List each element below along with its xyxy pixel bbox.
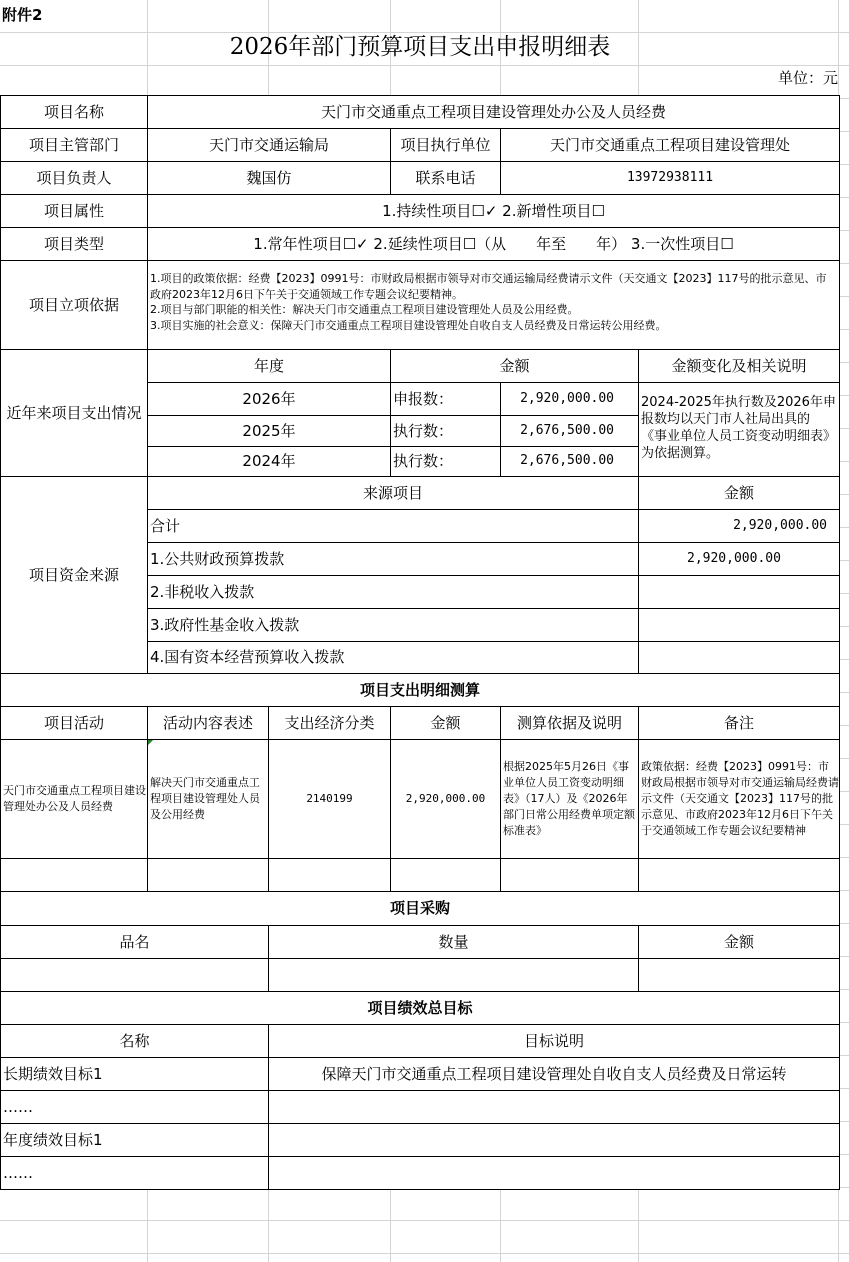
funding-amount-header: 金额 [638,476,840,510]
attribute-label: 项目属性 [0,194,148,228]
performance-desc[interactable] [268,1156,840,1190]
detail-header-amount: 金额 [390,706,501,740]
detail-empty-cell[interactable] [268,858,391,892]
funding-source: 1.公共财政预算拨款 [147,542,639,576]
leader-value[interactable]: 魏国仿 [147,161,391,195]
detail-empty-cell[interactable] [390,858,501,892]
project-name-value[interactable]: 天门市交通重点工程项目建设管理处办公及人员经费 [147,95,840,129]
exec-unit-label: 项目执行单位 [390,128,501,162]
detail-header-basis: 测算依据及说明 [500,706,639,740]
detail-remark[interactable]: 政策依据：经费【2023】0991号：市财政局根据市领导对市交通运输局经费请示文件（天交通文【2023】117号的批示意见、市政府2023年12月6日下午关于交通领域工作专题会议纪要精神 [638,739,840,859]
attachment-label: 附件2 [2,6,43,24]
detail-header-remark: 备注 [638,706,840,740]
recent-year: 2025年 [147,415,391,447]
funding-source: 合计 [147,509,639,543]
basis-line: 1.项目的政策依据：经费【2023】0991号：市财政局根据市领导对市交通运输局经费请示文件（天交通文【2023】117号的批示意见、市政府2023年12月6日下午关于交通领域工作专题会议纪要精神。 [150,272,827,301]
procurement-section-title: 项目采购 [0,891,840,926]
procurement-empty-cell[interactable] [638,958,840,992]
recent-amount-header: 金额 [390,349,639,383]
funding-source-header: 来源项目 [147,476,639,510]
attribute-value[interactable]: 1.持续性项目☐✓ 2.新增性项目☐ [147,194,840,228]
detail-amount[interactable]: 2,920,000.00 [390,739,501,859]
procurement-header-qty: 数量 [268,925,639,959]
detail-content[interactable]: 解决天门市交通重点工程项目建设管理处人员及公用经费 [147,739,269,859]
detail-empty-cell[interactable] [0,858,148,892]
performance-name: …… [0,1090,269,1124]
procurement-empty-cell[interactable] [268,958,639,992]
detail-basis[interactable]: 根据2025年5月26日《事业单位人员工资变动明细表》（17人）及《2026年部门日常公用经费单项定额标准表》 [500,739,639,859]
basis-line: 2.项目与部门职能的相关性：解决天门市交通重点工程项目建设管理处人员及公用经费。 [150,303,579,316]
recent-kind: 执行数： [390,415,501,447]
performance-header-name: 名称 [0,1024,269,1058]
funding-amount[interactable]: 2,920,000.00 [638,542,840,576]
project-name-label: 项目名称 [0,95,148,129]
recent-amount[interactable]: 2,676,500.00 [500,415,639,447]
performance-desc[interactable] [268,1090,840,1124]
funding-amount[interactable]: 2,920,000.00 [638,509,840,543]
performance-desc[interactable]: 保障天门市交通重点工程项目建设管理处自收自支人员经费及日常运转 [268,1057,840,1091]
detail-header-activity: 项目活动 [0,706,148,740]
detail-section-title: 项目支出明细测算 [0,673,840,707]
detail-econ[interactable]: 2140199 [268,739,391,859]
leader-label: 项目负责人 [0,161,148,195]
funding-source: 2.非税收入拨款 [147,575,639,609]
cell-comment-marker [148,740,153,745]
funding-source: 4.国有资本经营预算收入拨款 [147,641,639,674]
phone-label: 联系电话 [390,161,501,195]
detail-header-content: 活动内容表述 [147,706,269,740]
recent-year: 2026年 [147,382,391,416]
detail-header-econ: 支出经济分类 [268,706,391,740]
department-label: 项目主管部门 [0,128,148,162]
funding-source: 3.政府性基金收入拨款 [147,608,639,642]
basis-label: 项目立项依据 [0,260,148,350]
basis-line: 3.项目实施的社会意义：保障天门市交通重点工程项目建设管理处自收自支人员经费及日常运转公用经费。 [150,318,667,332]
recent-note-header: 金额变化及相关说明 [638,349,840,383]
detail-activity[interactable]: 天门市交通重点工程项目建设管理处办公及人员经费 [0,739,148,859]
type-value[interactable]: 1.常年性项目☐✓ 2.延续性项目☐（从 年至 年） 3.一次性项目☐ [147,227,840,261]
basis-value[interactable] [147,260,840,350]
funding-amount[interactable] [638,608,840,642]
performance-desc[interactable] [268,1123,840,1157]
recent-year-header: 年度 [147,349,391,383]
funding-amount[interactable] [638,641,840,674]
performance-name: …… [0,1156,269,1190]
procurement-empty-cell[interactable] [0,958,269,992]
recent-kind: 执行数： [390,446,501,477]
recent-label: 近年来项目支出情况 [0,349,148,477]
detail-empty-cell[interactable] [638,858,840,892]
performance-name: 长期绩效目标1 [0,1057,269,1091]
detail-empty-cell[interactable] [147,858,269,892]
performance-section-title: 项目绩效总目标 [0,991,840,1025]
phone-value[interactable]: 13972938111 [500,161,840,195]
recent-amount[interactable]: 2,920,000.00 [500,382,639,416]
performance-name: 年度绩效目标1 [0,1123,269,1157]
procurement-header-name: 品名 [0,925,269,959]
page-title: 2026年部门预算项目支出申报明细表 [229,34,611,60]
exec-unit-value[interactable]: 天门市交通重点工程项目建设管理处 [500,128,840,162]
type-label: 项目类型 [0,227,148,261]
unit-label: 单位：元 [777,69,838,87]
detail-empty-cell[interactable] [500,858,639,892]
recent-note-text: 2024-2025年执行数及2026年申报数均以天门市人社局出具的 《事业单位人员工资变动明细表》为依据测算。 [641,395,837,461]
recent-kind: 申报数： [390,382,501,416]
department-value[interactable]: 天门市交通运输局 [147,128,391,162]
procurement-header-amount: 金额 [638,925,840,959]
funding-amount[interactable] [638,575,840,609]
recent-year: 2024年 [147,446,391,477]
funding-label: 项目资金来源 [0,476,148,674]
performance-header-desc: 目标说明 [268,1024,840,1058]
recent-note[interactable] [638,382,840,477]
recent-amount[interactable]: 2,676,500.00 [500,446,639,477]
